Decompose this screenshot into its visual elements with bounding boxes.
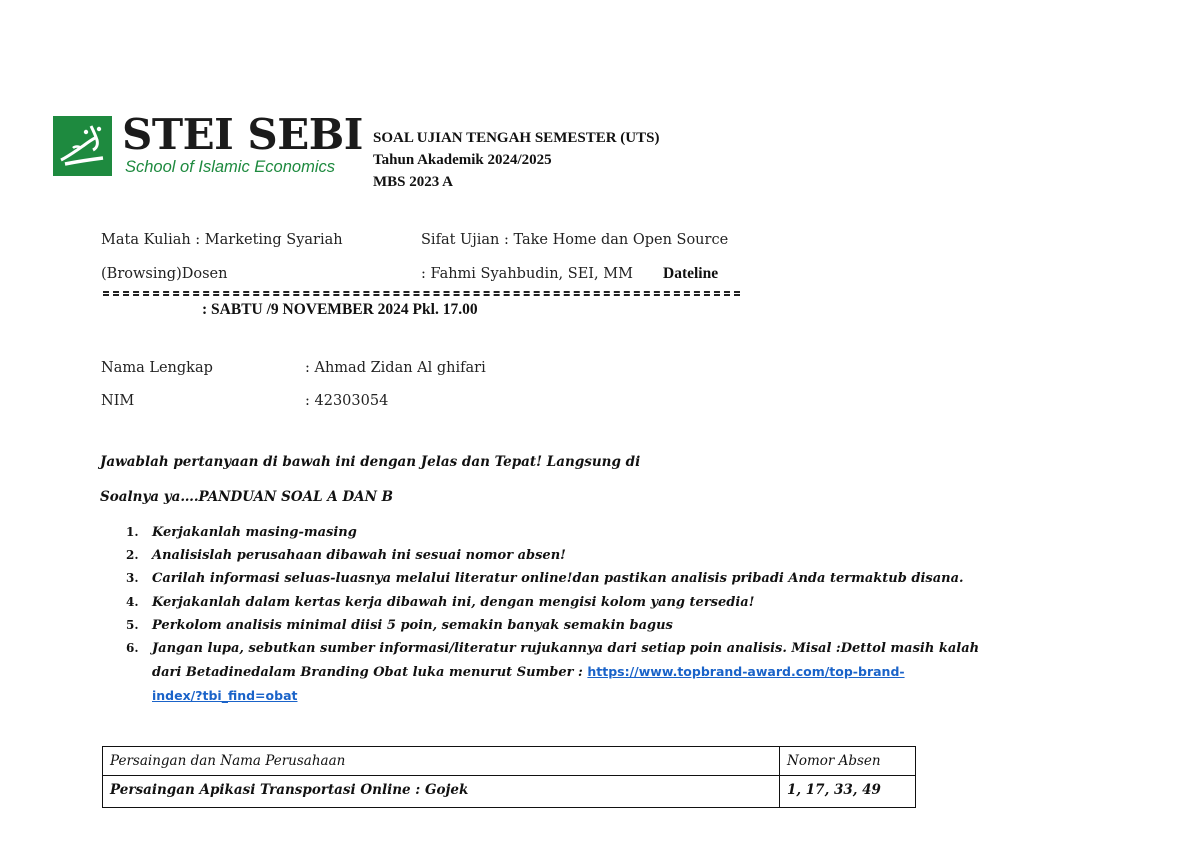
list-item: 3. Carilah informasi seluas-luasnya melalui literatur online!dan pastikan analisis pribadi Anda termaktub disana. bbox=[126, 571, 964, 587]
table-cell-company: Persaingan Apikasi Transportasi Online : Gojek bbox=[103, 776, 780, 808]
table-header-absen: Nomor Absen bbox=[780, 747, 916, 776]
student-name-label: Nama Lengkap bbox=[101, 360, 213, 376]
class-name: MBS 2023 A bbox=[373, 174, 454, 190]
table-cell-absen: 1, 17, 33, 49 bbox=[780, 776, 916, 808]
list-item: 2. Analisislah perusahaan dibawah ini sesuai nomor absen! bbox=[126, 548, 566, 564]
instruction-line-1: Jawablah pertanyaan di bawah ini dengan Jelas dan Tepat! Langsung di bbox=[100, 454, 641, 470]
nim-label: NIM bbox=[101, 393, 135, 409]
list-item: 1. Kerjakanlah masing-masing bbox=[126, 525, 357, 540]
list-item: 6. Jangan lupa, sebutkan sumber informasi/literatur rujukannya dari setiap poin analisis. Misal :Dettol masih kalah dari Betadinedalam Branding Obat luka menurut Sumber : https://www.topbrand-award.com/top-brand- index/?tbi_find=obat bbox=[126, 641, 980, 704]
instruction-list bbox=[120, 521, 1040, 709]
dateline-value: : SABTU /9 NOVEMBER 2024 Pkl. 17.00 bbox=[202, 301, 478, 318]
logo-tagline: School of Islamic Economics bbox=[125, 158, 335, 176]
source-link[interactable]: https://www.topbrand-award.com/top-brand- bbox=[587, 664, 905, 680]
stei-sebi-logo-mark-icon bbox=[53, 116, 112, 176]
lecturer-name: : Fahmi Syahbudin, SEI, MM bbox=[421, 266, 633, 282]
browsing-dosen-label: (Browsing)Dosen bbox=[101, 266, 228, 282]
list-item: 5. Perkolom analisis minimal diisi 5 poin, semakin banyak semakin bagus bbox=[126, 617, 673, 633]
dashed-divider bbox=[103, 290, 740, 297]
table-row bbox=[103, 776, 916, 808]
course-name: Mata Kuliah : Marketing Syariah bbox=[101, 232, 343, 248]
nim-value: : 42303054 bbox=[305, 393, 389, 409]
table-header-company: Persaingan dan Nama Perusahaan bbox=[103, 747, 780, 776]
exam-title: SOAL UJIAN TENGAH SEMESTER (UTS) bbox=[373, 130, 660, 146]
academic-year: Tahun Akademik 2024/2025 bbox=[373, 152, 552, 168]
instruction-line-2: Soalnya ya….PANDUAN SOAL A DAN B bbox=[100, 489, 394, 505]
exam-nature: Sifat Ujian : Take Home dan Open Source bbox=[421, 232, 729, 248]
student-name-value: : Ahmad Zidan Al ghifari bbox=[305, 360, 486, 376]
logo-name: STEI SEBI bbox=[122, 110, 363, 159]
list-item: 4. Kerjakanlah dalam kertas kerja dibawah ini, dengan mengisi kolom yang tersedia! bbox=[126, 594, 755, 610]
source-link-cont[interactable]: index/?tbi_find=obat bbox=[152, 688, 298, 704]
company-table bbox=[102, 746, 916, 808]
dateline-label: Dateline bbox=[663, 265, 719, 282]
table-header-row bbox=[103, 747, 916, 776]
